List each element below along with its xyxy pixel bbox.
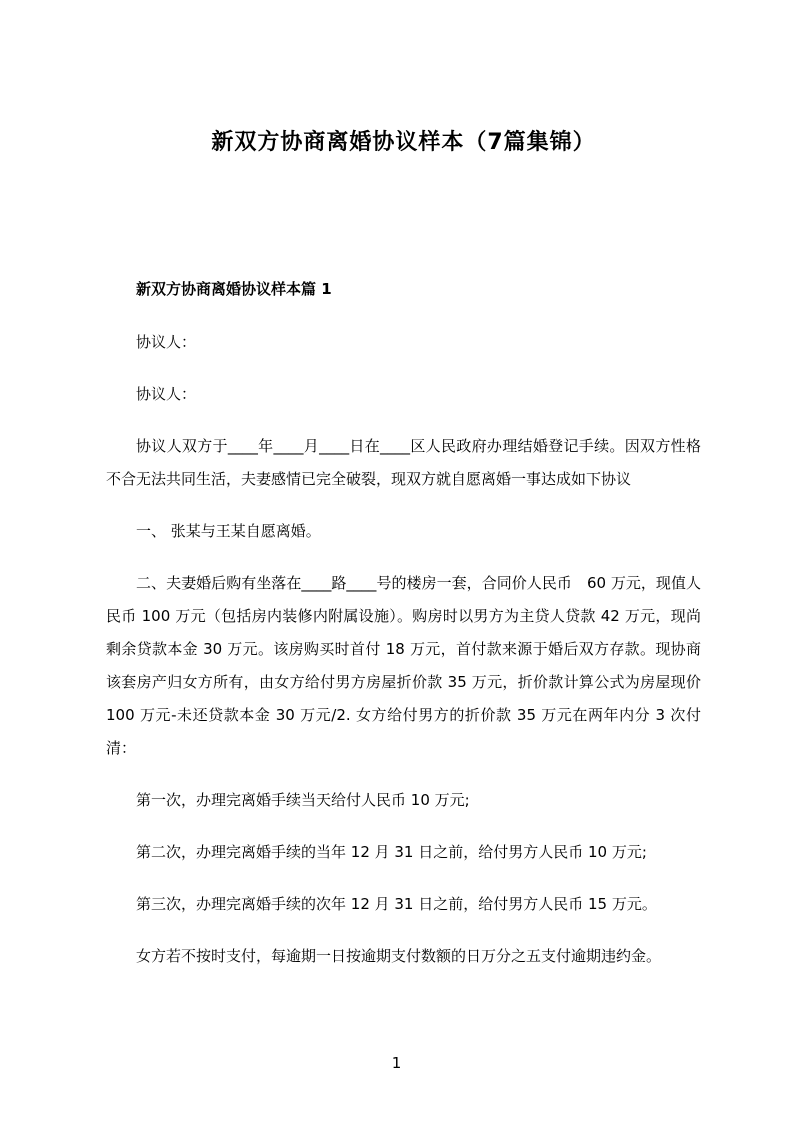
paragraph-penalty: 女方若不按时支付，每逾期一日按逾期支付数额的日万分之五支付逾期违约金。	[136, 947, 662, 965]
paragraph-intro: 协议人双方于____年____月____日在____区人民政府办理结婚登记手续。因双方性格不合无法共同生活，夫妻感情已完全破裂，现双方就自愿离婚一事达成如下协议	[106, 437, 701, 488]
section-heading: 新双方协商离婚协议样本篇 1	[136, 280, 332, 298]
paragraph-party-2: 协议人：	[136, 385, 197, 403]
paragraph-payment-2: 第二次，办理完离婚手续的当年 12 月 31 日之前，给付男方人民币 10 万元;	[136, 843, 647, 861]
paragraph-payment-1: 第一次，办理完离婚手续当天给付人民币 10 万元;	[136, 791, 470, 809]
page-number: 1	[391, 1054, 402, 1072]
paragraph-payment-3: 第三次，办理完离婚手续的次年 12 月 31 日之前，给付男方人民币 15 万元。	[136, 895, 657, 913]
paragraph-clause-1: 一、 张某与王某自愿离婚。	[136, 522, 321, 540]
paragraph-party-1: 协议人：	[136, 333, 197, 351]
document-title: 新双方协商离婚协议样本（7篇集锦）	[211, 130, 596, 155]
paragraph-clause-2: 二、夫妻婚后购有坐落在____路____号的楼房一套，合同价人民币 60 万元，现值人民币 100 万元（包括房内装修内附属设施）。购房时以男方为主贷人贷款 42 万元，现尚剩余贷款本金 30 万元。该房购买时首付 18 万元，首付款来源于婚后双方存款。现协商该套房产归女方所有，由女方给付男方房屋折价款 35 万元，折价款计算公式为房屋现价 100 万元-未还贷款本金 30 万元/2. 女方给付男方的折价款 35 万元在两年内分 3 次付清：	[106, 574, 701, 757]
